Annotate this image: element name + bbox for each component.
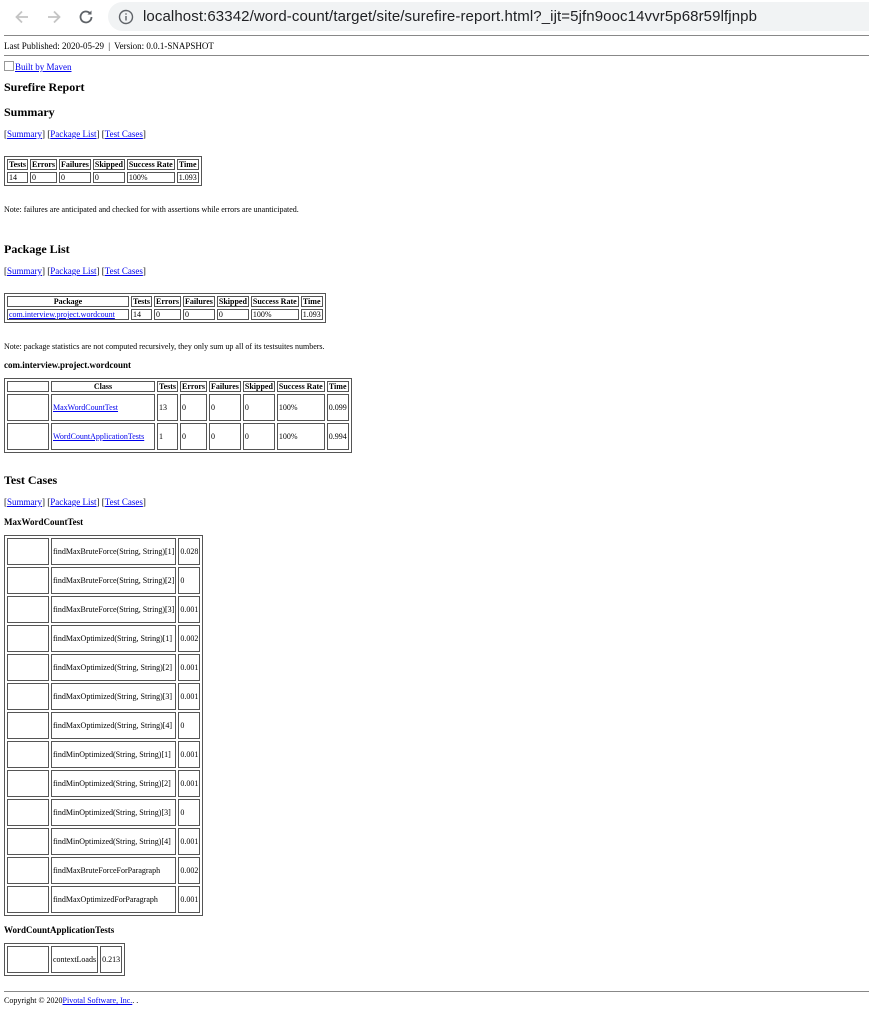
package-link[interactable]: com.interview.project.wordcount	[9, 310, 115, 319]
summary-row	[7, 172, 199, 183]
info-icon[interactable]	[118, 9, 134, 25]
summary-heading: Summary	[4, 105, 55, 119]
class-tests: 1	[157, 423, 178, 450]
class-time: 0.994	[327, 423, 349, 450]
class-errors: 0	[180, 394, 207, 421]
broken-image-icon	[4, 61, 14, 71]
testcase-name: findMinOptimized(String, String)[3]	[51, 799, 176, 826]
url-text: localhost:63342/word-count/target/site/surefire-report.html?_ijt=5jfn9ooc14vvr5p68r59lfjnpb	[143, 8, 758, 25]
address-bar[interactable]	[108, 2, 869, 31]
col-tests: Tests	[133, 297, 151, 306]
testcase-status-cell	[7, 683, 49, 710]
class-time: 0.099	[327, 394, 349, 421]
col-package: Package	[7, 296, 129, 307]
col-success-rate: Success Rate	[252, 297, 297, 306]
summary-time: 1.093	[178, 173, 197, 182]
testcase-time: 0.002	[178, 625, 200, 652]
publish-separator: |	[108, 41, 111, 51]
package-time: 1.093	[302, 310, 321, 319]
summary-failures: 0	[59, 172, 91, 183]
package-header-row	[7, 296, 323, 307]
test-cases-heading: Test Cases	[4, 473, 58, 487]
footer	[4, 996, 138, 1005]
testcase-table-wordcountapplicationtests	[4, 943, 125, 976]
class-success-rate: 100%	[277, 423, 325, 450]
browser-toolbar	[0, 0, 869, 35]
testcase-time: 0	[178, 799, 200, 826]
col-failures: Failures	[185, 297, 213, 306]
version: Version: 0.0.1-SNAPSHOT	[114, 41, 214, 51]
testcase-rows	[7, 946, 122, 973]
testcase-row	[7, 538, 200, 565]
testcase-status-cell	[7, 886, 49, 913]
nav-summary-link[interactable]: Summary	[7, 266, 42, 276]
back-arrow-icon[interactable]	[11, 6, 33, 28]
testcase-name: findMinOptimized(String, String)[1]	[51, 741, 176, 768]
col-class: Class	[51, 381, 155, 392]
header-rule	[4, 55, 869, 56]
testcase-name: findMaxOptimized(String, String)[1]	[51, 625, 176, 652]
testcase-row	[7, 770, 200, 797]
package-list-nav: [Summary] [Package List] [Test Cases]	[4, 266, 146, 276]
nav-package-list-link[interactable]: Package List	[50, 266, 97, 276]
testcase-status-cell	[7, 946, 49, 973]
class-header-row	[7, 381, 349, 392]
class-errors: 0	[180, 423, 207, 450]
package-errors: 0	[154, 309, 181, 320]
testcase-name: findMinOptimized(String, String)[2]	[51, 770, 176, 797]
col-tests: Tests	[159, 382, 177, 391]
testcase-status-cell	[7, 799, 49, 826]
col-skipped: Skipped	[94, 160, 123, 169]
col-failures: Failures	[211, 382, 239, 391]
class-status-cell	[7, 423, 49, 450]
col-errors: Errors	[32, 160, 56, 169]
testcase-row	[7, 946, 122, 973]
testcase-name: findMaxOptimizedForParagraph	[51, 886, 176, 913]
class-link[interactable]: MaxWordCountTest	[53, 403, 119, 412]
nav-package-list-link[interactable]: Package List	[50, 497, 97, 507]
testcase-name: findMaxBruteForce(String, String)[3]	[51, 596, 176, 623]
reload-icon[interactable]	[75, 6, 97, 28]
testcase-time: 0.001	[178, 596, 200, 623]
testcase-table-maxwordcounttest	[4, 535, 203, 916]
testcase-row	[7, 799, 200, 826]
testcase-row	[7, 567, 200, 594]
testcase-status-cell	[7, 741, 49, 768]
package-detail-heading: com.interview.project.wordcount	[4, 360, 132, 370]
testcase-time: 0.001	[178, 770, 200, 797]
footer-trailer: . .	[132, 996, 139, 1005]
class-name-cell	[51, 423, 155, 450]
col-status	[7, 381, 49, 392]
class-success-rate: 100%	[277, 394, 325, 421]
testcase-status-cell	[7, 596, 49, 623]
summary-skipped: 0	[93, 172, 125, 183]
col-time: Time	[327, 381, 349, 392]
testcase-name: findMaxOptimized(String, String)[4]	[51, 712, 176, 739]
testcase-status-cell	[7, 770, 49, 797]
summary-errors: 0	[30, 172, 57, 183]
class-link[interactable]: WordCountApplicationTests	[53, 432, 145, 441]
testcase-row	[7, 828, 200, 855]
nav-package-list-link[interactable]: Package List	[50, 129, 97, 139]
col-failures: Failures	[61, 160, 89, 169]
col-skipped: Skipped	[218, 297, 247, 306]
testcase-name: findMinOptimized(String, String)[4]	[51, 828, 176, 855]
col-errors: Errors	[182, 382, 206, 391]
footer-rule	[4, 991, 869, 992]
testcase-name: findMaxBruteForceForParagraph	[51, 857, 176, 884]
package-note: Note: package statistics are not computed recursively, they only sum up all of its testsuites numbers.	[4, 342, 325, 351]
col-tests: Tests	[9, 160, 27, 169]
testcase-row	[7, 741, 200, 768]
built-by-maven-link[interactable]	[4, 61, 72, 72]
maven-badge-alt: Built by Maven	[15, 62, 72, 72]
summary-success-rate: 100%	[127, 172, 175, 183]
nav-summary-link[interactable]: Summary	[7, 497, 42, 507]
testcase-time: 0.001	[178, 654, 200, 681]
col-time: Time	[301, 296, 323, 307]
package-name-cell	[7, 309, 129, 320]
col-success-rate: Success Rate	[278, 382, 323, 391]
col-errors: Errors	[156, 297, 180, 306]
package-class-table	[4, 378, 352, 453]
nav-test-cases-link[interactable]: Test Cases	[104, 497, 143, 507]
col-time: Time	[177, 159, 199, 170]
package-failures: 0	[183, 309, 215, 320]
class-status-cell	[7, 394, 49, 421]
class-tests: 13	[157, 394, 178, 421]
package-tests: 14	[131, 309, 152, 320]
testcase-name: findMaxBruteForce(String, String)[1]	[51, 538, 176, 565]
nav-test-cases-link[interactable]: Test Cases	[104, 129, 143, 139]
toolbar-divider	[4, 35, 869, 36]
testcase-status-cell	[7, 828, 49, 855]
testcase-name: contextLoads	[51, 946, 98, 973]
report-title: Surefire Report	[4, 80, 85, 94]
testcase-status-cell	[7, 567, 49, 594]
package-skipped: 0	[217, 309, 249, 320]
testcase-time: 0.002	[178, 857, 200, 884]
testcase-time: 0	[178, 567, 200, 594]
testcase-status-cell	[7, 857, 49, 884]
testcase-row	[7, 886, 200, 913]
testcase-row	[7, 712, 200, 739]
class-row	[7, 423, 349, 450]
testcase-status-cell	[7, 538, 49, 565]
testcase-row	[7, 857, 200, 884]
summary-tests: 14	[7, 172, 28, 183]
suite-heading-maxwordcounttest: MaxWordCountTest	[4, 517, 84, 527]
testcase-row	[7, 625, 200, 652]
col-skipped: Skipped	[244, 382, 273, 391]
testcase-time: 0.028	[178, 538, 200, 565]
package-list-table	[4, 293, 326, 323]
testcase-time: 0.001	[178, 828, 200, 855]
class-row	[7, 394, 349, 421]
publish-info	[4, 40, 869, 52]
summary-table	[4, 156, 202, 186]
testcase-time: 0.213	[100, 946, 122, 973]
testcase-time: 0.001	[178, 741, 200, 768]
nav-summary-link[interactable]: Summary	[7, 129, 42, 139]
class-failures: 0	[209, 423, 241, 450]
testcase-rows	[7, 538, 200, 913]
company-link[interactable]: Pivotal Software, Inc.	[62, 996, 133, 1005]
forward-arrow-icon[interactable]	[43, 6, 65, 28]
col-success-rate: Success Rate	[128, 160, 173, 169]
nav-test-cases-link[interactable]: Test Cases	[104, 266, 143, 276]
suite-heading-wordcountapplicationtests: WordCountApplicationTests	[4, 925, 115, 935]
summary-nav: [Summary] [Package List] [Test Cases]	[4, 129, 146, 139]
package-row	[7, 309, 323, 320]
testcase-status-cell	[7, 712, 49, 739]
copyright: Copyright © 2020	[4, 996, 63, 1005]
testcase-name: findMaxOptimized(String, String)[3]	[51, 683, 176, 710]
class-skipped: 0	[243, 423, 275, 450]
testcase-status-cell	[7, 625, 49, 652]
testcase-time: 0.001	[178, 683, 200, 710]
testcase-time: 0.001	[178, 886, 200, 913]
class-skipped: 0	[243, 394, 275, 421]
class-failures: 0	[209, 394, 241, 421]
testcase-row	[7, 683, 200, 710]
summary-note: Note: failures are anticipated and checked for with assertions while errors are unanticipated.	[4, 205, 299, 214]
last-published: Last Published: 2020-05-29	[4, 41, 104, 51]
package-list-heading: Package List	[4, 242, 70, 256]
summary-header-row	[7, 159, 199, 170]
testcase-status-cell	[7, 654, 49, 681]
testcase-row	[7, 654, 200, 681]
testcase-time: 0	[178, 712, 200, 739]
testcase-name: findMaxBruteForce(String, String)[2]	[51, 567, 176, 594]
testcase-row	[7, 596, 200, 623]
test-cases-nav: [Summary] [Package List] [Test Cases]	[4, 497, 146, 507]
testcase-name: findMaxOptimized(String, String)[2]	[51, 654, 176, 681]
class-name-cell	[51, 394, 155, 421]
report-page	[4, 40, 869, 1005]
package-success-rate: 100%	[251, 309, 299, 320]
